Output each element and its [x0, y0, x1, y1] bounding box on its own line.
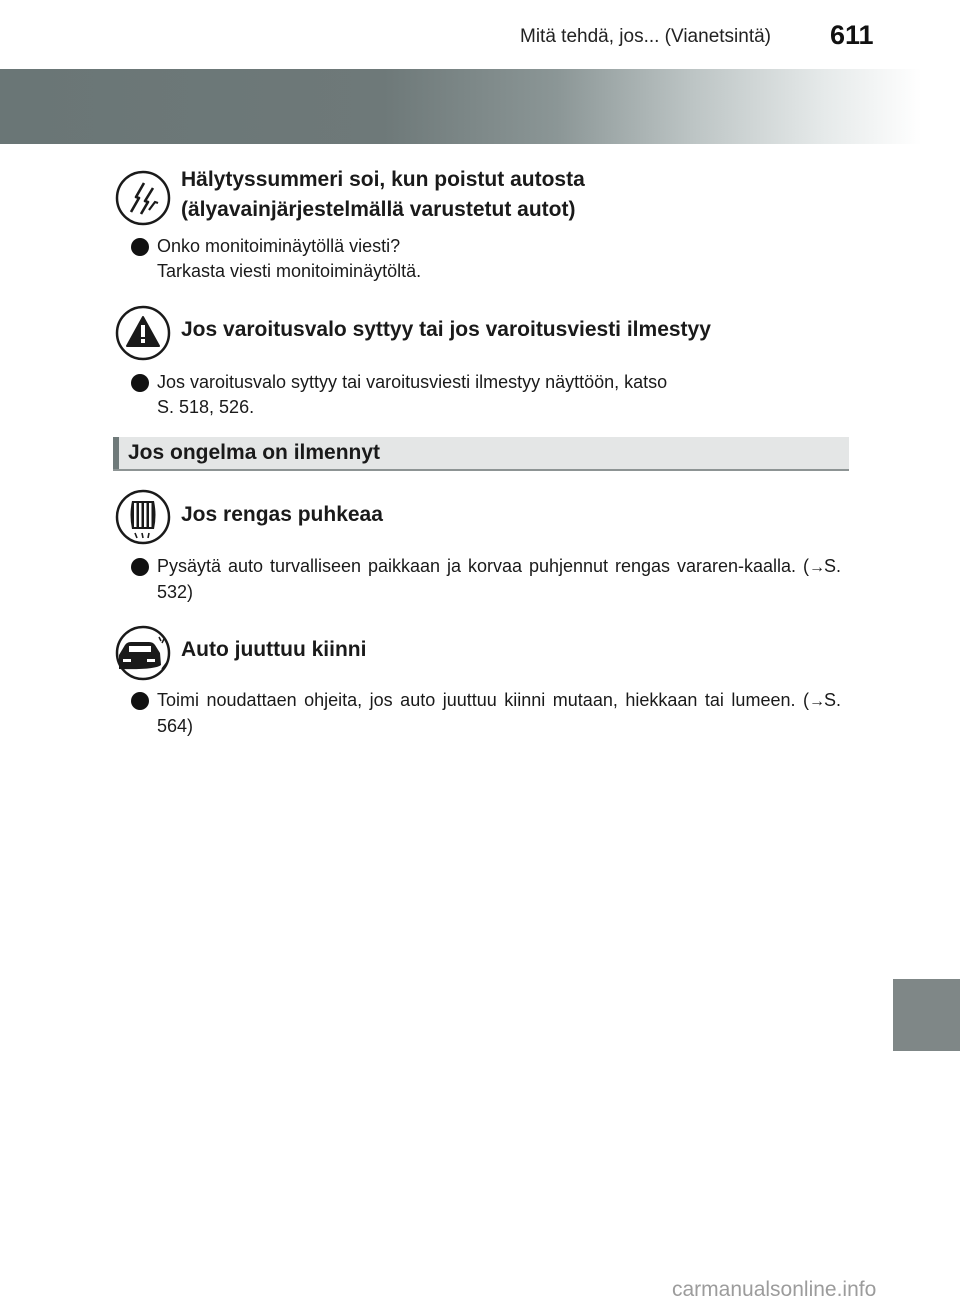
tire-heading: Jos rengas puhkeaa — [181, 503, 383, 526]
stuck-car-icon — [115, 625, 171, 681]
alarm-line2: Tarkasta viesti monitoiminäytöltä. — [157, 261, 422, 281]
bullet-icon — [131, 238, 149, 256]
stuck-paragraph — [157, 688, 841, 739]
arrow-icon: → — [808, 693, 824, 710]
alarm-paragraph — [157, 234, 841, 284]
tire-ref-link[interactable]: S. 532) — [157, 556, 841, 602]
tire-text: Pysäytä auto turvalliseen paikkaan ja korvaa puhjennut rengas vararen-kaalla. (→S. 532) — [157, 556, 841, 602]
bullet-icon — [131, 374, 149, 392]
alarm-buzzer-icon — [115, 170, 171, 226]
tire-paragraph — [157, 554, 841, 605]
bullet-icon — [131, 692, 149, 710]
watermark: carmanualsonline.info — [672, 1278, 877, 1301]
arrow-icon: → — [808, 559, 824, 576]
warning-line1: Jos varoitusvalo syttyy tai varoitusviesti ilmestyy näyttöön, katso — [157, 372, 668, 392]
stuck-text: Toimi noudattaen ohjeita, jos auto juuttuu kiinni mutaan, hiekkaan tai lumeen. (→S. 564) — [157, 690, 841, 736]
chapter-tab — [893, 979, 960, 1051]
stuck-ref-link[interactable]: S. 564) — [157, 690, 841, 736]
section-accent — [113, 437, 119, 469]
warning-paragraph — [157, 370, 841, 420]
section-title-text: Jos ongelma on ilmennyt — [128, 441, 381, 464]
header-band — [0, 69, 960, 144]
warning-line2: S. 518, 526. — [157, 397, 255, 417]
section-bar — [113, 437, 849, 471]
flat-tire-icon — [115, 489, 171, 545]
alarm-heading-line2: (älyavainjärjestelmällä varustetut autot) — [181, 198, 576, 221]
alarm-heading-line1: Hälytyssummeri soi, kun poistut autosta — [181, 168, 585, 191]
alarm-heading — [181, 165, 585, 225]
page-number: 611 — [830, 20, 874, 50]
bullet-icon — [131, 558, 149, 576]
stuck-heading: Auto juuttuu kiinni — [181, 638, 367, 661]
warning-triangle-icon — [115, 305, 171, 361]
warning-heading: Jos varoitusvalo syttyy tai jos varoitusviesti ilmestyy — [181, 318, 711, 341]
alarm-line1: Onko monitoiminäytöllä viesti? — [157, 236, 401, 256]
section-title: Mitä tehdä, jos... (Vianetsintä) — [520, 26, 771, 47]
